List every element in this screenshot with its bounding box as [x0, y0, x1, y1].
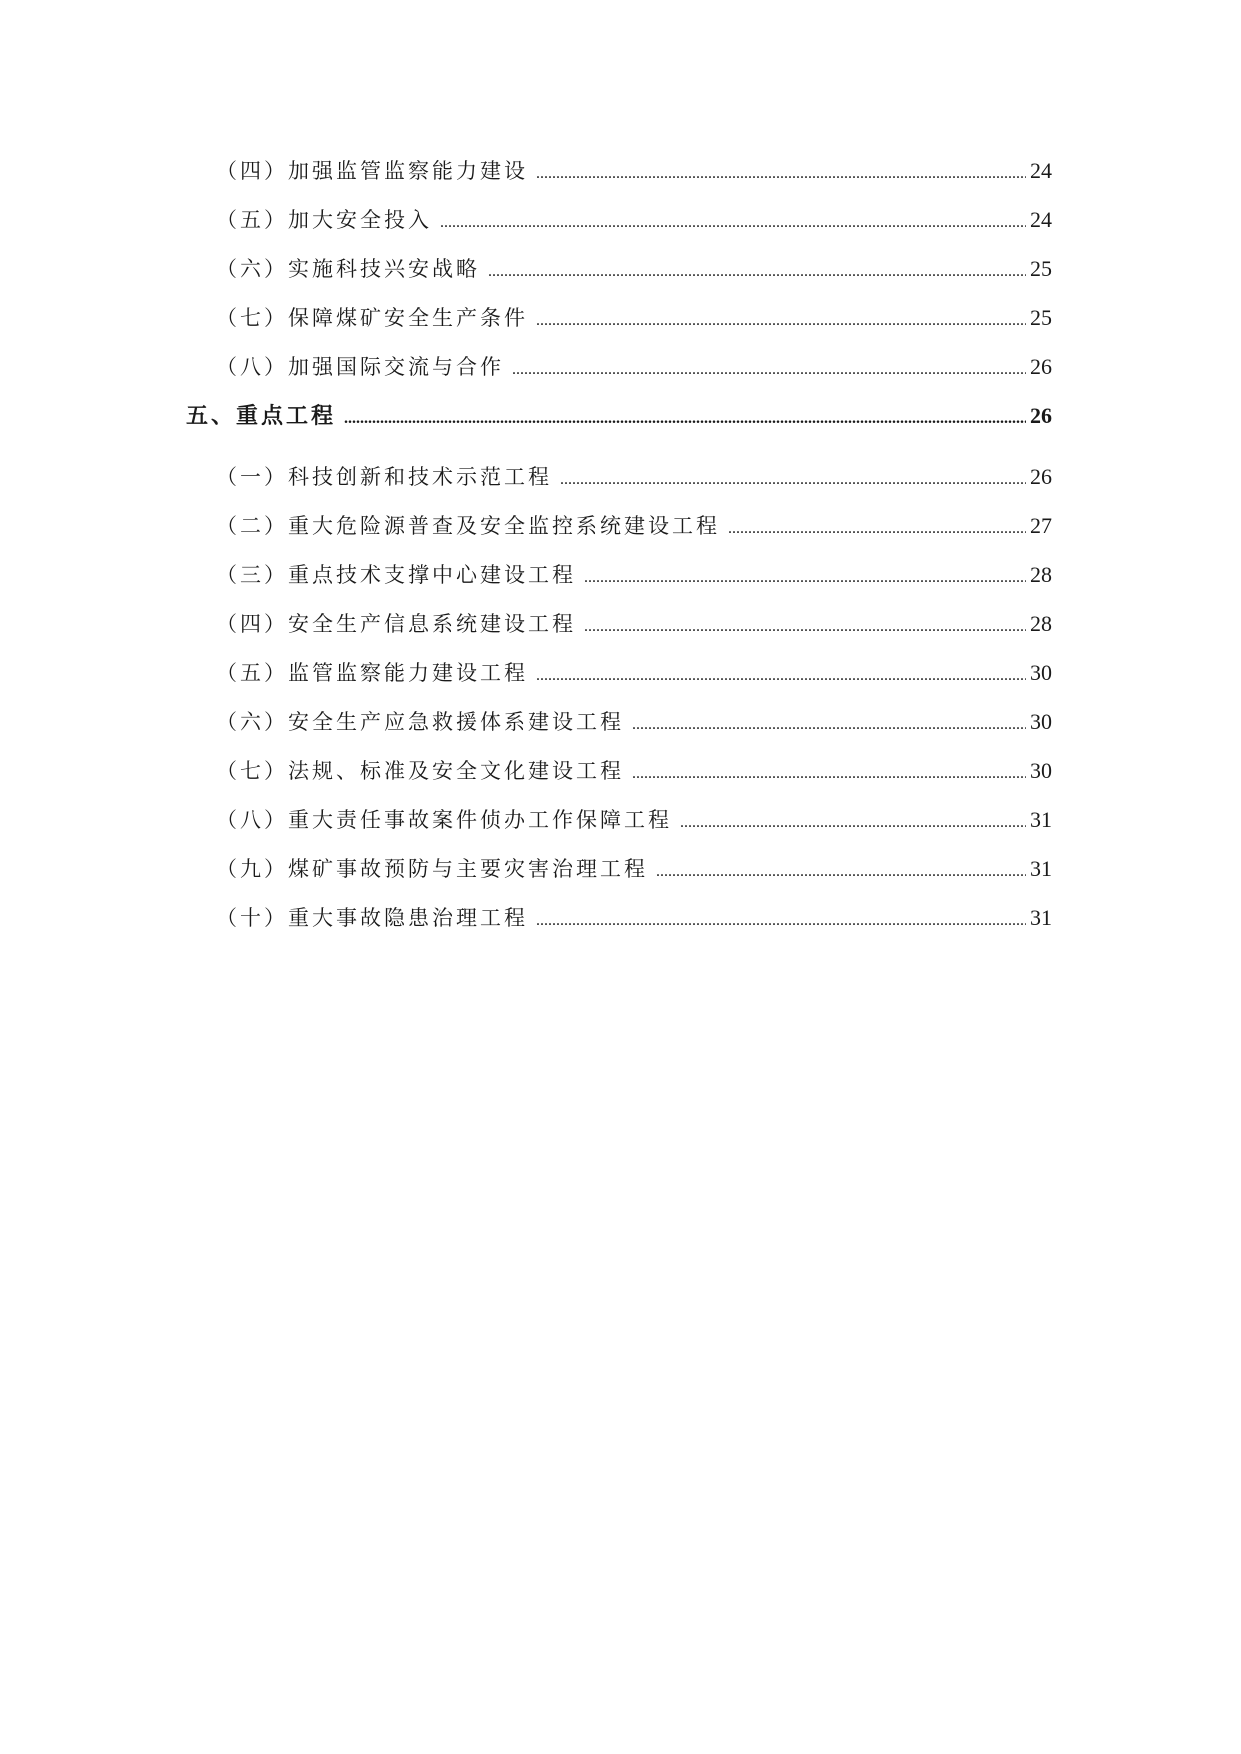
toc-entry[interactable]	[186, 253, 1052, 302]
toc-dot-leader	[584, 611, 1026, 643]
toc-entry-title: （二）重大危险源普查及安全监控系统建设工程	[216, 514, 720, 538]
toc-entry[interactable]	[186, 461, 1052, 510]
toc-entry-title: （四）安全生产信息系统建设工程	[216, 612, 576, 636]
toc-page-number: 30	[1030, 758, 1052, 783]
toc-entry-title: （六）实施科技兴安战略	[216, 257, 480, 281]
toc-entry[interactable]	[186, 559, 1052, 608]
toc-entry[interactable]	[186, 706, 1052, 755]
toc-entry-title: （七）保障煤矿安全生产条件	[216, 306, 528, 330]
toc-page-number: 31	[1030, 856, 1052, 881]
toc-page-number: 28	[1030, 562, 1052, 587]
toc-page-number: 24	[1030, 158, 1052, 183]
toc-page-number: 25	[1030, 256, 1052, 281]
toc-entry[interactable]	[186, 755, 1052, 804]
toc-entry-title: （四）加强监管监察能力建设	[216, 159, 528, 183]
toc-dot-leader	[536, 660, 1026, 692]
toc-dot-leader	[536, 305, 1026, 337]
toc-page-number: 30	[1030, 709, 1052, 734]
toc-entry-title: （六）安全生产应急救援体系建设工程	[216, 710, 624, 734]
toc-entry[interactable]	[186, 657, 1052, 706]
toc-dot-leader	[728, 513, 1026, 545]
toc-dot-leader	[440, 207, 1026, 239]
toc-page-number: 28	[1030, 611, 1052, 636]
toc-entry[interactable]	[186, 155, 1052, 204]
toc-dot-leader	[560, 464, 1026, 496]
toc-entry[interactable]	[186, 510, 1052, 559]
toc-entry-title: （八）重大责任事故案件侦办工作保障工程	[216, 808, 672, 832]
toc-section-title: 五、重点工程	[186, 403, 337, 429]
toc-dot-leader	[344, 403, 1026, 435]
toc-dot-leader	[584, 562, 1026, 594]
toc-entry-title: （五）监管监察能力建设工程	[216, 661, 528, 685]
toc-entry-title: （十）重大事故隐患治理工程	[216, 906, 528, 930]
toc-entry-title: （五）加大安全投入	[216, 208, 432, 232]
toc-entry[interactable]	[186, 302, 1052, 351]
toc-dot-leader	[632, 758, 1026, 790]
toc-page-number: 31	[1030, 905, 1052, 930]
toc-entry-title: （八）加强国际交流与合作	[216, 355, 504, 379]
toc-page-number: 30	[1030, 660, 1052, 685]
toc-entry-title: （三）重点技术支撑中心建设工程	[216, 563, 576, 587]
toc-page-number: 31	[1030, 807, 1052, 832]
toc-dot-leader	[536, 158, 1026, 190]
toc-page-number: 25	[1030, 305, 1052, 330]
toc-dot-leader	[656, 856, 1026, 888]
toc-entry[interactable]	[186, 804, 1052, 853]
toc-dot-leader	[680, 807, 1026, 839]
toc-dot-leader	[488, 256, 1026, 288]
toc-page-number: 26	[1030, 354, 1052, 379]
toc-entry[interactable]	[186, 351, 1052, 400]
toc-page-number: 24	[1030, 207, 1052, 232]
table-of-contents	[186, 155, 1052, 951]
toc-entry-title: （一）科技创新和技术示范工程	[216, 465, 552, 489]
toc-entry[interactable]	[186, 902, 1052, 951]
toc-entry[interactable]	[186, 608, 1052, 657]
toc-entry[interactable]	[186, 853, 1052, 902]
toc-entry-title: （七）法规、标准及安全文化建设工程	[216, 759, 624, 783]
toc-page-number: 26	[1030, 403, 1052, 428]
toc-dot-leader	[632, 709, 1026, 741]
toc-dot-leader	[536, 905, 1026, 937]
toc-page-number: 27	[1030, 513, 1052, 538]
toc-dot-leader	[512, 354, 1026, 386]
toc-section-heading[interactable]	[186, 400, 1052, 461]
toc-entry-title: （九）煤矿事故预防与主要灾害治理工程	[216, 857, 648, 881]
toc-page-number: 26	[1030, 464, 1052, 489]
toc-entry[interactable]	[186, 204, 1052, 253]
